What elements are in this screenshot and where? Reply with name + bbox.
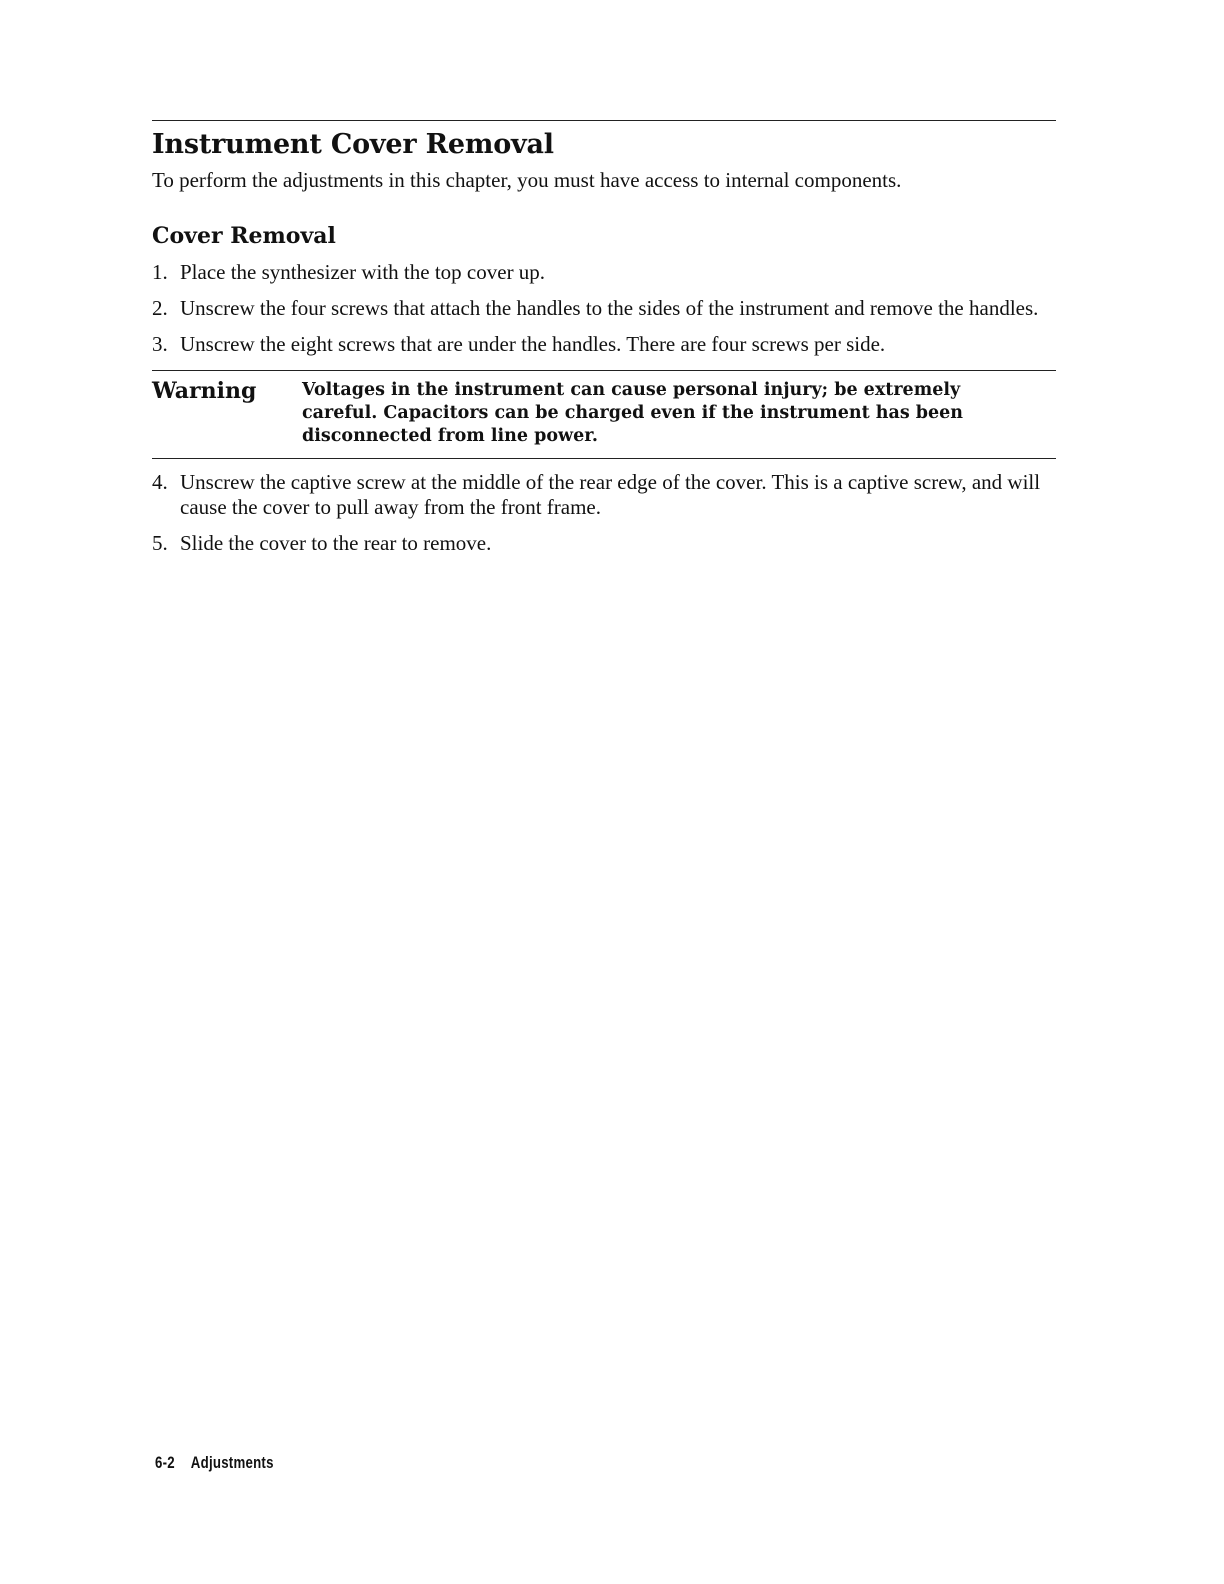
warning-text: Voltages in the instrument can cause personal injury; be extremely careful. Capacitors can be charged even if the instrument has been disconnected from line power. [302, 380, 964, 446]
step-text: Unscrew the eight screws that are under the handles. There are four screws per side. [180, 332, 886, 356]
step-text: Unscrew the captive screw at the middle of the rear edge of the cover. This is a captive screw, and will cause the cover to pull away from the front frame. [180, 470, 1041, 519]
section-title: Instrument Cover Removal [152, 129, 554, 160]
step-text: Unscrew the four screws that attach the handles to the sides of the instrument and remove the handles. [180, 296, 1039, 320]
steps-list-second [152, 470, 1056, 556]
list-item [152, 470, 1056, 520]
step-number: 5. [152, 531, 168, 555]
step-number: 1. [152, 260, 168, 284]
page-number: 6-2 [155, 1453, 175, 1472]
step-number: 4. [152, 470, 168, 494]
list-item [152, 296, 1056, 321]
page-content [152, 120, 1056, 556]
step-number: 2. [152, 296, 168, 320]
step-text: Place the synthesizer with the top cover up. [180, 260, 546, 284]
warning-label: Warning [152, 378, 257, 404]
chapter-name: Adjustments [190, 1453, 274, 1472]
step-text: Slide the cover to the rear to remove. [180, 531, 492, 555]
page-footer [155, 1453, 274, 1473]
list-item [152, 332, 1056, 357]
top-rule [152, 120, 1056, 121]
steps-list-first [152, 260, 1056, 357]
subsection-title: Cover Removal [152, 223, 336, 249]
list-item [152, 260, 1056, 285]
list-item [152, 531, 1056, 556]
intro-paragraph: To perform the adjustments in this chapter, you must have access to internal components. [152, 168, 902, 192]
warning-box [152, 370, 1056, 459]
step-number: 3. [152, 332, 168, 356]
